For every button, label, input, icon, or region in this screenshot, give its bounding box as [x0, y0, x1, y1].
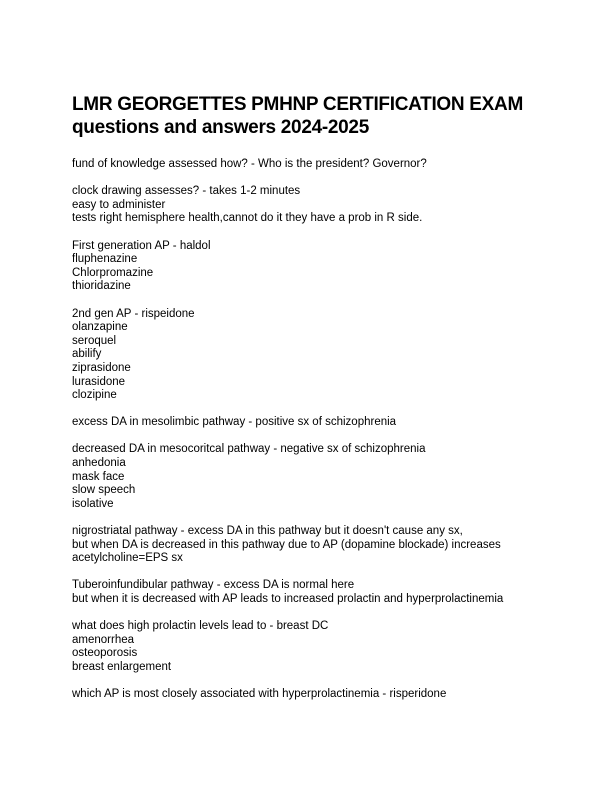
qa-question-line: what does high prolactin levels lead to - breast DC [72, 620, 329, 633]
qa-block [72, 620, 572, 674]
qa-answer-line: clozipine [72, 389, 117, 402]
qa-answer-line: osteoporosis [72, 647, 138, 660]
qa-answer-line: abilify [72, 348, 102, 361]
qa-answer-line: anhedonia [72, 457, 126, 470]
title-line-1: LMR GEORGETTES PMHNP CERTIFICATION EXAM [72, 94, 523, 115]
qa-answer-line: but when it is decreased with AP leads to increased prolactin and hyperprolactinemia [72, 593, 504, 605]
qa-block [72, 579, 572, 606]
qa-answer-line: breast enlargement [72, 660, 172, 673]
qa-question-line: 2nd gen AP - rispeidone [72, 307, 195, 320]
qa-answer-line: thioridazine [72, 280, 131, 293]
qa-block [72, 443, 572, 511]
title-line-2: questions and answers 2024-2025 [72, 117, 369, 138]
qa-block [72, 525, 572, 566]
qa-question-line: excess DA in mesolimbic pathway - positive sx of schizophrenia [72, 416, 397, 429]
qa-block [72, 416, 572, 430]
qa-answer-line: easy to administer [72, 198, 166, 211]
qa-answer-line: but when DA is decreased in this pathway due to AP (dopamine blockade) increases [72, 538, 501, 551]
qa-answer-line: seroquel [72, 334, 117, 347]
qa-answer-line: tests right hemisphere health,cannot do it they have a prob in R side. [72, 212, 423, 225]
qa-answer-line: mask face [72, 470, 125, 483]
qa-block [72, 688, 572, 702]
qa-answer-line: fluphenazine [72, 253, 138, 266]
qa-question-line: fund of knowledge assessed how? - Who is the president? Governor? [72, 158, 427, 170]
qa-answer-line: acetylcholine=EPS sx [72, 552, 183, 565]
qa-answer-line: slow speech [72, 484, 136, 497]
qa-answer-line: olanzapine [72, 321, 128, 334]
qa-block [72, 240, 572, 294]
qa-answer-line: amenorrhea [72, 633, 135, 646]
qa-question-line: Tuberoinfundibular pathway - excess DA is normal here [72, 579, 355, 592]
qa-question-line: First generation AP - haldol [72, 239, 211, 252]
qa-content [72, 158, 572, 715]
qa-question-line: clock drawing assesses? - takes 1-2 minutes [72, 185, 301, 198]
qa-block [72, 308, 572, 403]
qa-question-line: decreased DA in mesocoritcal pathway - negative sx of schizophrenia [72, 443, 426, 456]
qa-block [72, 158, 572, 172]
qa-answer-line: ziprasidone [72, 361, 131, 374]
qa-block [72, 185, 572, 226]
qa-answer-line: lurasidone [72, 375, 126, 388]
qa-answer-line: Chlorpromazine [72, 266, 154, 279]
qa-question-line: nigrostriatal pathway - excess DA in this pathway but it doesn't cause any sx, [72, 525, 463, 538]
qa-question-line: which AP is most closely associated with hyperprolactinemia - risperidone [72, 688, 447, 701]
qa-answer-line: isolative [72, 497, 114, 510]
document-title [72, 93, 552, 139]
